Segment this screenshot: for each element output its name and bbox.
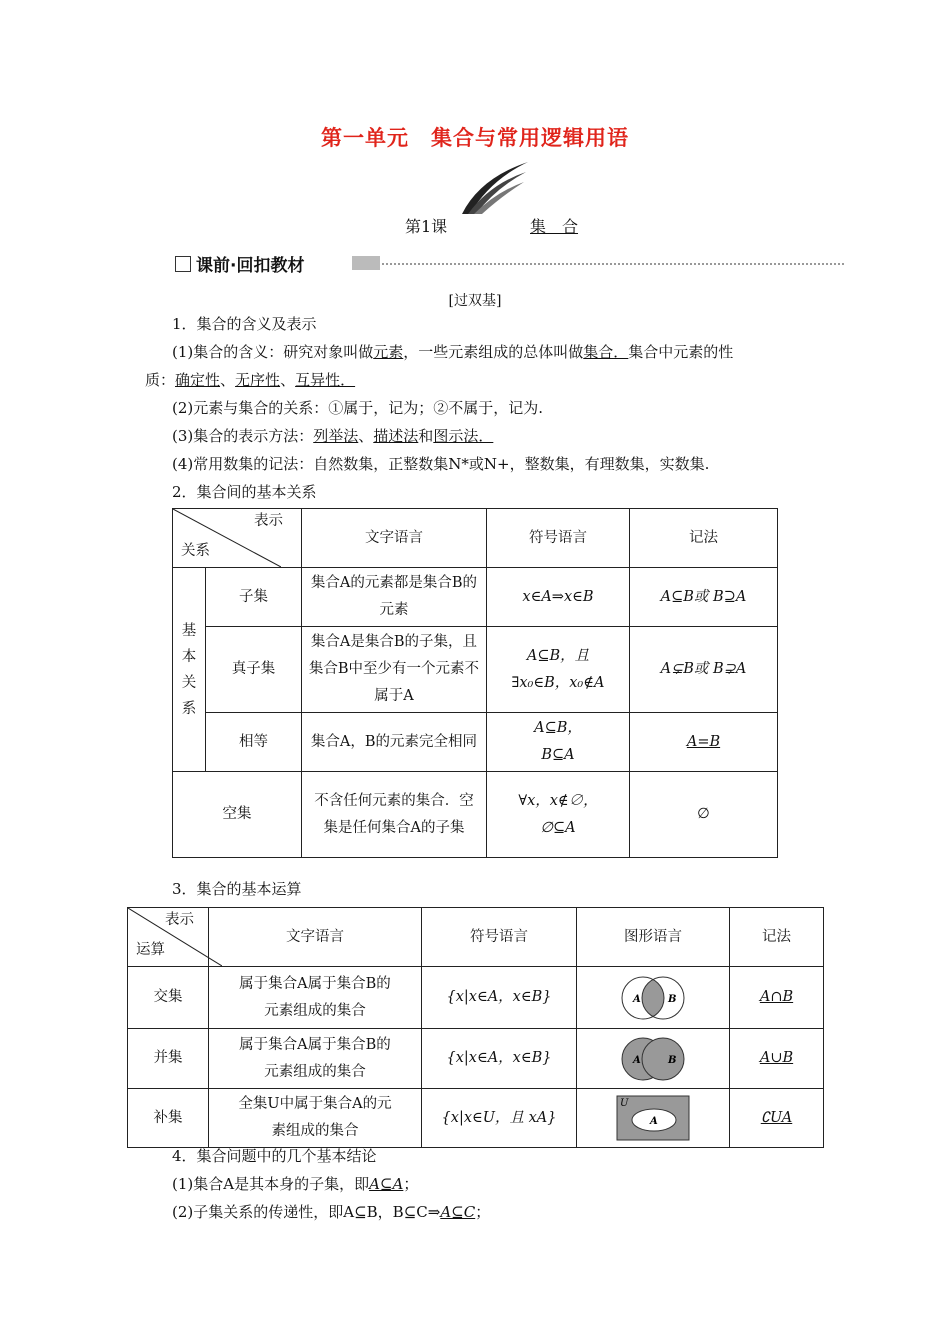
s4-line1: (1)集合A是其本身的子集，即A⊆A； (172, 1175, 419, 1193)
s1-heading: 1．集合的含义及表示 (172, 315, 317, 333)
col-header-symbol: 符号语言 (422, 908, 577, 967)
venn-label-a: A (633, 1054, 641, 1066)
row-name: 真子集 (206, 627, 302, 713)
col-header-symbol: 符号语言 (486, 509, 629, 568)
venn-label-b: B (668, 993, 677, 1005)
row-notation: A∩B (730, 967, 824, 1029)
table-row (173, 627, 778, 713)
decorative-swoosh-icon (460, 158, 530, 216)
row-symbol: {x|x∈A，x∈B} (422, 967, 577, 1029)
s1-line3: (2)元素与集合的关系：①属于，记为；②不属于，记为. (172, 399, 544, 417)
venn-complement (577, 1089, 730, 1148)
row-name: 交集 (128, 967, 209, 1029)
venn-label-u: U (620, 1098, 629, 1109)
s4-line2: (2)子集关系的传递性，即A⊆B，B⊆C⇒A⊆C； (172, 1203, 491, 1221)
venn-label-b: B (668, 1054, 677, 1066)
row-notation: A⊊B或 B⊋A (629, 627, 777, 713)
row-symbol: ∀x，x∉∅， ∅⊆A (486, 772, 629, 858)
banner-decoration (352, 256, 380, 270)
row-text: 属于集合A属于集合B的 元素组成的集合 (209, 1029, 422, 1089)
col-header-graph: 图形语言 (577, 908, 730, 967)
row-text: 不含任何元素的集合．空集是任何集合A的子集 (301, 772, 486, 858)
corner-cell: 表示 关系 (173, 509, 302, 568)
col-header-notation: 记法 (629, 509, 777, 568)
s4-heading: 4．集合问题中的几个基本结论 (172, 1147, 377, 1165)
row-symbol: x∈A⇒x∈B (486, 568, 629, 627)
venn-intersection (577, 967, 730, 1029)
venn-union (577, 1029, 730, 1089)
row-name: 并集 (128, 1029, 209, 1089)
row-name: 空集 (173, 772, 302, 858)
row-text: 属于集合A属于集合B的 元素组成的集合 (209, 967, 422, 1029)
s2-heading: 2．集合间的基本关系 (172, 483, 317, 501)
s1-line1: (1)集合的含义：研究对象叫做元素，一些元素组成的总体叫做集合．集合中元素的性 (172, 343, 734, 361)
s3-heading: 3．集合的基本运算 (172, 880, 302, 898)
table-row (173, 568, 778, 627)
row-name: 相等 (206, 713, 302, 772)
group-label: 基本关系 (173, 568, 206, 772)
row-symbol: {x|x∈A，x∈B} (422, 1029, 577, 1089)
row-notation: A⊆B或 B⊇A (629, 568, 777, 627)
row-text: 集合A的元素都是集合B的元素 (301, 568, 486, 627)
operations-table (127, 907, 824, 1148)
table-row (128, 1029, 824, 1089)
row-text: 集合A是集合B的子集，且集合B中至少有一个元素不属于A (301, 627, 486, 713)
row-name: 子集 (206, 568, 302, 627)
corner-cell: 表示 运算 (128, 908, 209, 967)
row-symbol: {x|x∈U，且 xA} (422, 1089, 577, 1148)
table-row (173, 713, 778, 772)
row-notation: ∁UA (730, 1089, 824, 1148)
row-symbol: A⊆B， B⊆A (486, 713, 629, 772)
venn-label-a: A (633, 993, 641, 1005)
table-row (128, 967, 824, 1029)
col-header-text: 文字语言 (301, 509, 486, 568)
banner-title: 课前·回扣教材 (196, 256, 305, 276)
s1-line5: (4)常用数集的记法：自然数集，正整数集N*或N+，整数集，有理数集，实数集. (172, 455, 710, 473)
table-row (128, 1089, 824, 1148)
row-notation: A=B (629, 713, 777, 772)
relations-table (172, 508, 778, 858)
unit-title: 第一单元 集合与常用逻辑用语 (321, 126, 629, 150)
lesson-name: 集 合 (530, 217, 579, 236)
venn-label-a: A (650, 1116, 658, 1127)
row-notation: A∪B (730, 1029, 824, 1089)
row-text: 集合A，B的元素完全相同 (301, 713, 486, 772)
col-header-notation: 记法 (730, 908, 824, 967)
s1-line2: 质：确定性、无序性、互异性． (145, 371, 356, 389)
row-text: 全集U中属于集合A的元 素组成的集合 (209, 1089, 422, 1148)
col-header-text: 文字语言 (209, 908, 422, 967)
s1-line4: (3)集合的表示方法：列举法、描述法和图示法． (172, 427, 494, 445)
row-name: 补集 (128, 1089, 209, 1148)
row-notation: ∅ (629, 772, 777, 858)
subsection-label: [过双基] (448, 293, 502, 309)
row-symbol: A⊆B，且 ∃x₀∈B，x₀∉A (486, 627, 629, 713)
banner-box-icon (175, 256, 191, 272)
lesson-number: 第1课 (405, 217, 448, 236)
banner-divider (382, 263, 844, 265)
table-row (173, 772, 778, 858)
